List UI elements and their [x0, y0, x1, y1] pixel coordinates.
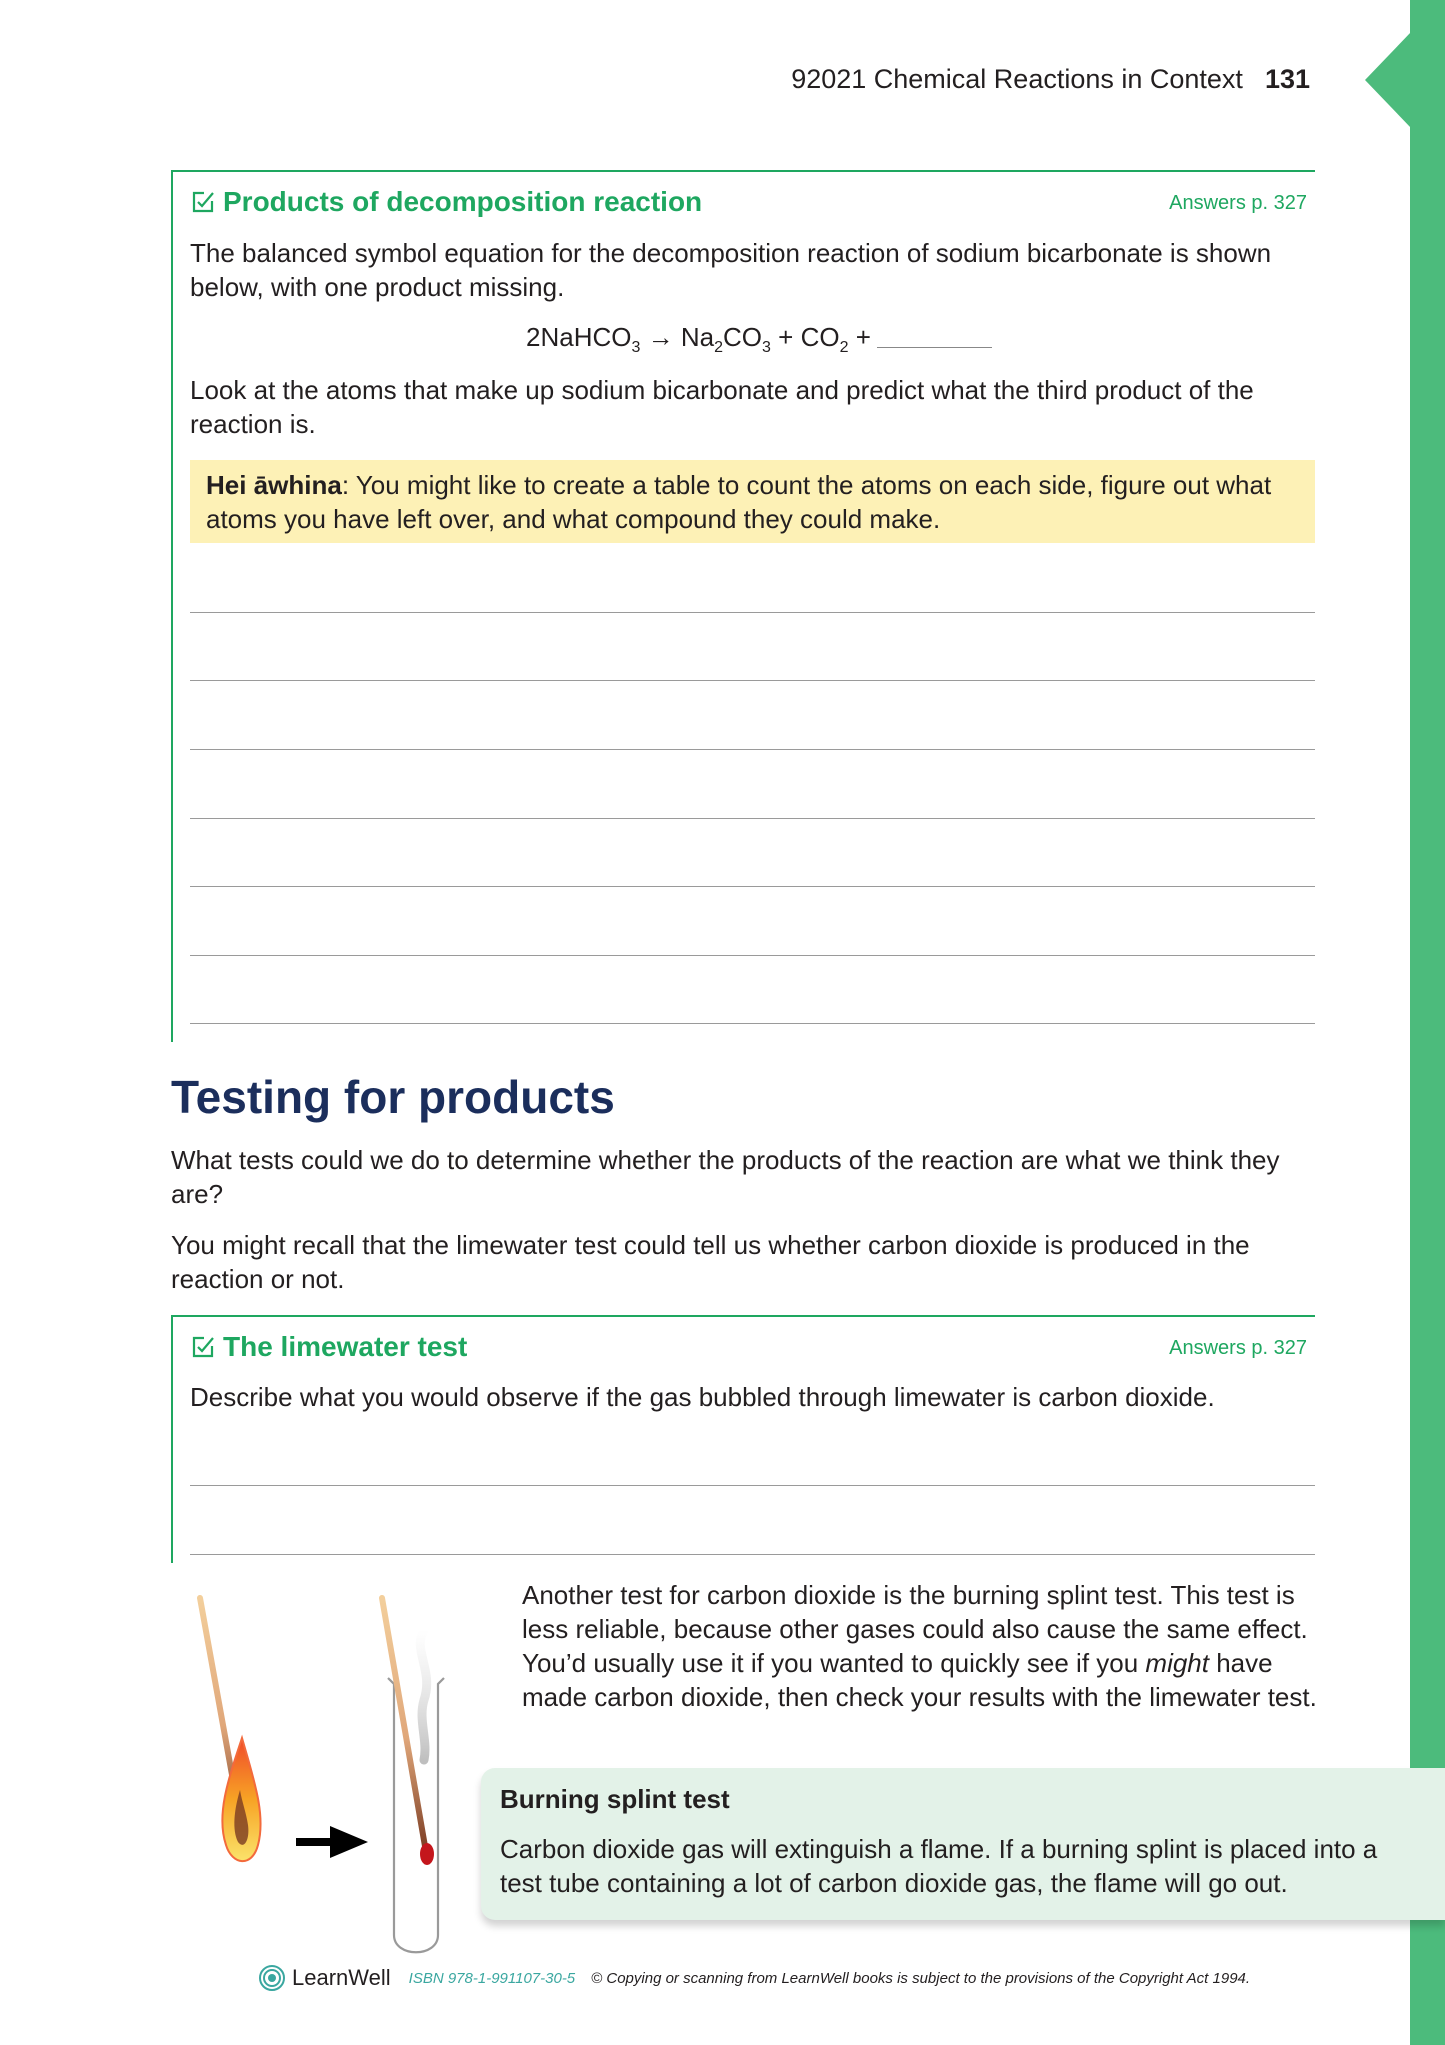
isbn: ISBN 978-1-991107-30-5: [408, 1969, 576, 1987]
page-footer: [258, 1964, 1250, 1992]
decomposition-intro: The balanced symbol equation for the decomposition reaction of sodium bicarbonate is shown below, with one product missing.: [190, 238, 1272, 302]
activity-title: The limewater test: [191, 1331, 467, 1363]
burning-splint-info-box: [481, 1768, 1445, 1920]
limewater-question: Describe what you would observe if the gas bubbled through limewater is carbon dioxide.: [190, 1382, 1215, 1412]
answers-reference: Answers p. 327: [1169, 192, 1307, 214]
answer-line[interactable]: [190, 749, 1315, 750]
section-paragraph: What tests could we do to determine whether the products of the reaction are what we think they are?: [171, 1145, 1280, 1209]
learnwell-logo-icon: [258, 1964, 286, 1992]
arrow-right-icon: [296, 1826, 368, 1858]
brand-name: LearnWell: [292, 1965, 391, 1990]
burning-splint: [200, 1598, 261, 1861]
activity-limewater: [171, 1315, 1315, 1563]
answer-line[interactable]: [190, 1023, 1315, 1024]
hint-text: : You might like to create a table to count the atoms on each side, figure out what atoms you have left over, and what compound they could make.: [206, 470, 1272, 534]
answer-line[interactable]: [190, 818, 1315, 819]
missing-product-blank[interactable]: [877, 347, 992, 348]
copyright-notice: © Copying or scanning from LearnWell books is subject to the provisions of the Copyright Act 1994.: [591, 1969, 1251, 1987]
answer-line[interactable]: [190, 612, 1315, 613]
hint-label: Hei āwhina: [206, 470, 342, 500]
section-title: Testing for products: [171, 1071, 615, 1123]
answer-line[interactable]: [190, 955, 1315, 956]
balanced-equation: 2NaHCO$_3$ → $Na_2CO_3 + CO_2$ +: [526, 322, 992, 357]
splint-ember: [420, 1843, 434, 1865]
side-color-bar: [1410, 0, 1445, 2045]
info-box-title: Burning splint test: [500, 1784, 730, 1814]
splint-paragraph: Another test for carbon dioxide is the burning splint test. This test is less reliable, because other gases could also cause the same effect. You’d usually use it if you wanted to quickly see if you might have made carbon dioxide, then check your results with the limewater test.: [522, 1580, 1317, 1712]
side-tab-marker: [1365, 32, 1411, 128]
answer-line[interactable]: [190, 1554, 1315, 1555]
activity-title: Products of decomposition reaction: [191, 186, 702, 218]
answer-line[interactable]: [190, 680, 1315, 681]
info-box-text: Carbon dioxide gas will extinguish a flame. If a burning splint is placed into a test tube containing a lot of carbon dioxide gas, the flame will go out.: [500, 1834, 1378, 1898]
page-number: 131: [1264, 64, 1310, 94]
burning-splint-illustration: [180, 1590, 470, 1960]
page-header: [791, 64, 1310, 95]
answers-reference: Answers p. 327: [1169, 1337, 1307, 1359]
section-paragraph: You might recall that the limewater test could tell us whether carbon dioxide is produced in the reaction or not.: [171, 1230, 1250, 1294]
answer-line[interactable]: [190, 1485, 1315, 1486]
test-tube: [382, 1598, 444, 1952]
hint-box: [190, 460, 1315, 543]
checkbox-pencil-icon: [191, 190, 215, 214]
reaction-arrow: →: [647, 322, 674, 352]
answer-line[interactable]: [190, 886, 1315, 887]
decomposition-question: Look at the atoms that make up sodium bicarbonate and predict what the third product of the reaction is.: [190, 375, 1254, 439]
checkbox-pencil-icon: [191, 1335, 215, 1359]
header-title: 92021 Chemical Reactions in Context: [791, 64, 1243, 94]
